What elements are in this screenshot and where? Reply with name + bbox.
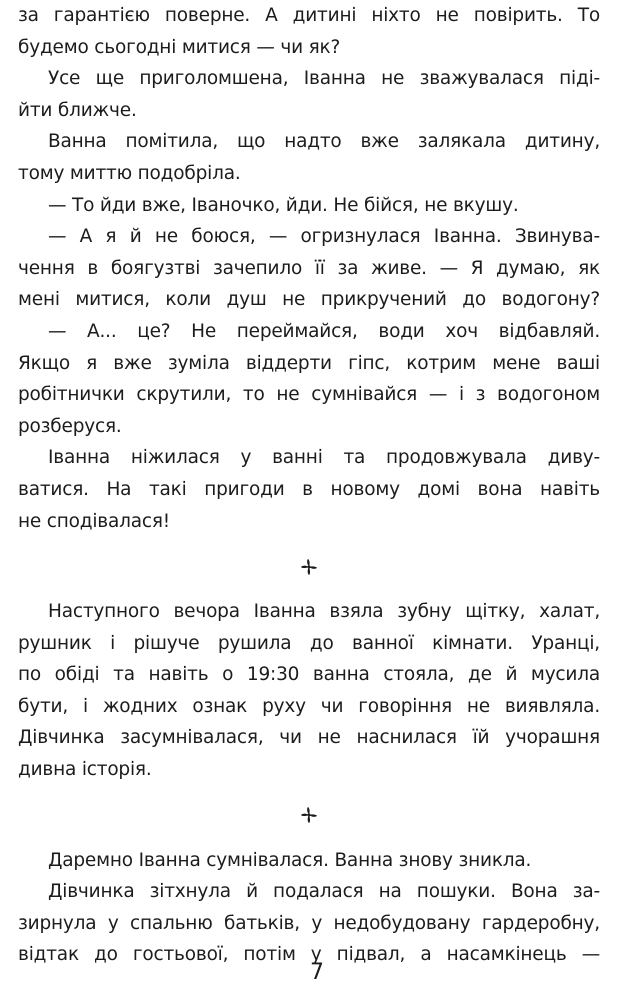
paragraph [18, 190, 600, 222]
text-line: робітнички скрутили, то не сумнівайся — і з водогоном [18, 384, 600, 406]
paragraph [18, 0, 600, 63]
paragraph [18, 63, 600, 126]
text-line: йти ближче. [18, 99, 137, 121]
text-line: відтак до гостьової, потім у підвал, а насамкінець — [18, 944, 600, 966]
section-3 [18, 845, 600, 971]
paragraph [18, 221, 600, 316]
text-line: розберуся. [18, 415, 122, 437]
text-line: по обіді та навіть о 19:30 ванна стояла, де й мусила [18, 664, 600, 686]
text-line: зирнула у спальню батьків, у недобудовану гардеробну, [18, 912, 600, 934]
text-line: Наступного вечора Іванна взяла зубну щітку, халат, [48, 601, 600, 623]
text-line: тому миттю подобріла. [18, 162, 241, 184]
section-divider [18, 786, 600, 845]
text-line: дивна історія. [18, 759, 152, 781]
text-line: рушник і рішуче рушила до ванної кімнати. Уранці, [18, 632, 600, 654]
book-page [18, 0, 600, 971]
paragraph [18, 316, 600, 442]
section-1 [18, 0, 600, 537]
paragraph [18, 845, 600, 877]
paragraph [18, 876, 600, 971]
section-2 [18, 596, 600, 786]
text-line: не сподівалася! [18, 510, 170, 532]
text-line: Ванна помітила, що надто вже залякала дитину, [48, 131, 600, 153]
text-line: чення в боягузтві зачепило її за живе. — Я думаю, як [18, 257, 600, 279]
paragraph [18, 126, 600, 189]
text-line: — А... це? Не переймайся, води хоч відбавляй. [48, 320, 600, 342]
text-line: будемо сьогодні митися — чи як? [18, 36, 341, 58]
text-line: Іванна ніжилася у ванні та продовжувала диву- [48, 447, 600, 469]
text-line: — То йди вже, Іваночко, йди. Не бійся, не вкушу. [48, 194, 519, 216]
text-line: Дівчинка засумнівалася, чи не наснилася їй учорашня [18, 727, 600, 749]
paragraph [18, 596, 600, 786]
text-line: ватися. На такі пригоди в новому домі вона навіть [18, 478, 600, 500]
text-line: мені митися, коли душ не прикручений до водогону? [18, 289, 600, 311]
page-number: 7 [310, 960, 324, 985]
text-line: за гарантією поверне. А дитині ніхто не повірить. То [18, 5, 600, 26]
text-line: — А я й не боюся, — огризнулася Іванна. Звинува- [48, 226, 600, 248]
section-divider [18, 537, 600, 596]
text-line: Дівчинка зітхнула й подалася на пошуки. Вона за- [48, 881, 600, 903]
paragraph [18, 442, 600, 537]
floral-asterisk-icon [300, 558, 318, 576]
text-line: Якщо я вже зуміла віддерти гіпс, котрим мене ваші [18, 352, 600, 374]
text-line: Усе ще приголомшена, Іванна не зважувалася піді- [48, 68, 600, 90]
text-line: Даремно Іванна сумнівалася. Ванна знову зникла. [48, 849, 532, 871]
text-line: бути, і жодних ознак руху чи говоріння не виявляла. [18, 695, 600, 717]
floral-asterisk-icon [300, 806, 318, 824]
